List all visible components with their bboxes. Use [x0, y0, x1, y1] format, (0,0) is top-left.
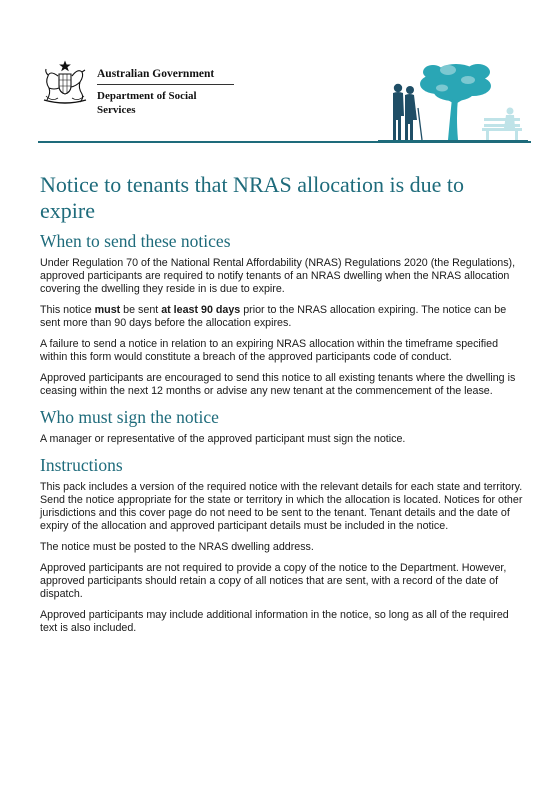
paragraph: Approved participants are encouraged to send this notice to all existing tenants where the dwelling is ceasing within the next 12 months or advise any new tenant at the commencement of the lease.	[40, 372, 516, 397]
text-run: This notice	[40, 304, 95, 316]
paragraph: This pack includes a version of the required notice with the relevant details for each state and territory. Send the notice appropriate for the state or territory in which the allocation is located. Notices for other jurisdictions and this cover page do not need to be sent to the tenant. Tenant details and the date of expiry of the allocation and approved participant details must be included in the notice.	[40, 481, 523, 532]
paragraph: Approved participants are not required to provide a copy of the notice to the Department. However, approved participants should retain a copy of all notices that are sent, with a record of the date of dispatch.	[40, 562, 507, 600]
department-name: Department of Social Services	[97, 90, 197, 116]
header-divider	[38, 141, 531, 143]
section-heading-instructions: Instructions	[40, 455, 123, 475]
paragraph: The notice must be posted to the NRAS dwelling address.	[40, 541, 314, 553]
coat-of-arms-icon	[38, 60, 92, 106]
elderly-couple-tree-bench-illustration	[378, 58, 528, 144]
paragraph: Under Regulation 70 of the National Rental Affordability (NRAS) Regulations 2020 (the Regulations), approved participants are required to notify tenants of an NRAS dwelling when the NRAS allocation covering the dwelling they reside in is due to expire.	[40, 257, 516, 295]
text-run: prior to the NRAS allocation expiring. The notice can be sent more than 90 days before the allocation expires.	[40, 304, 507, 329]
section-heading-who: Who must sign the notice	[40, 407, 219, 427]
paragraph-90-days	[40, 304, 524, 330]
emphasis-90-days: at least 90 days	[161, 304, 241, 316]
government-name: Australian Government	[97, 68, 215, 80]
section-heading-when: When to send these notices	[40, 231, 231, 251]
paragraph: A failure to send a notice in relation to an expiring NRAS allocation within the timeframe specified within this form would constitute a breach of the approved participants code of conduct.	[40, 338, 499, 363]
text-run: be sent	[120, 304, 162, 316]
emphasis-must: must	[94, 304, 121, 316]
government-branding	[97, 67, 237, 117]
branding-divider	[97, 84, 234, 85]
page-header	[0, 0, 560, 145]
page-title: Notice to tenants that NRAS allocation is due to expire	[40, 172, 465, 223]
paragraph: Approved participants may include additional information in the notice, so long as all of the required text is also included.	[40, 609, 509, 634]
main-content	[40, 172, 524, 643]
paragraph: A manager or representative of the approved participant must sign the notice.	[40, 433, 406, 445]
